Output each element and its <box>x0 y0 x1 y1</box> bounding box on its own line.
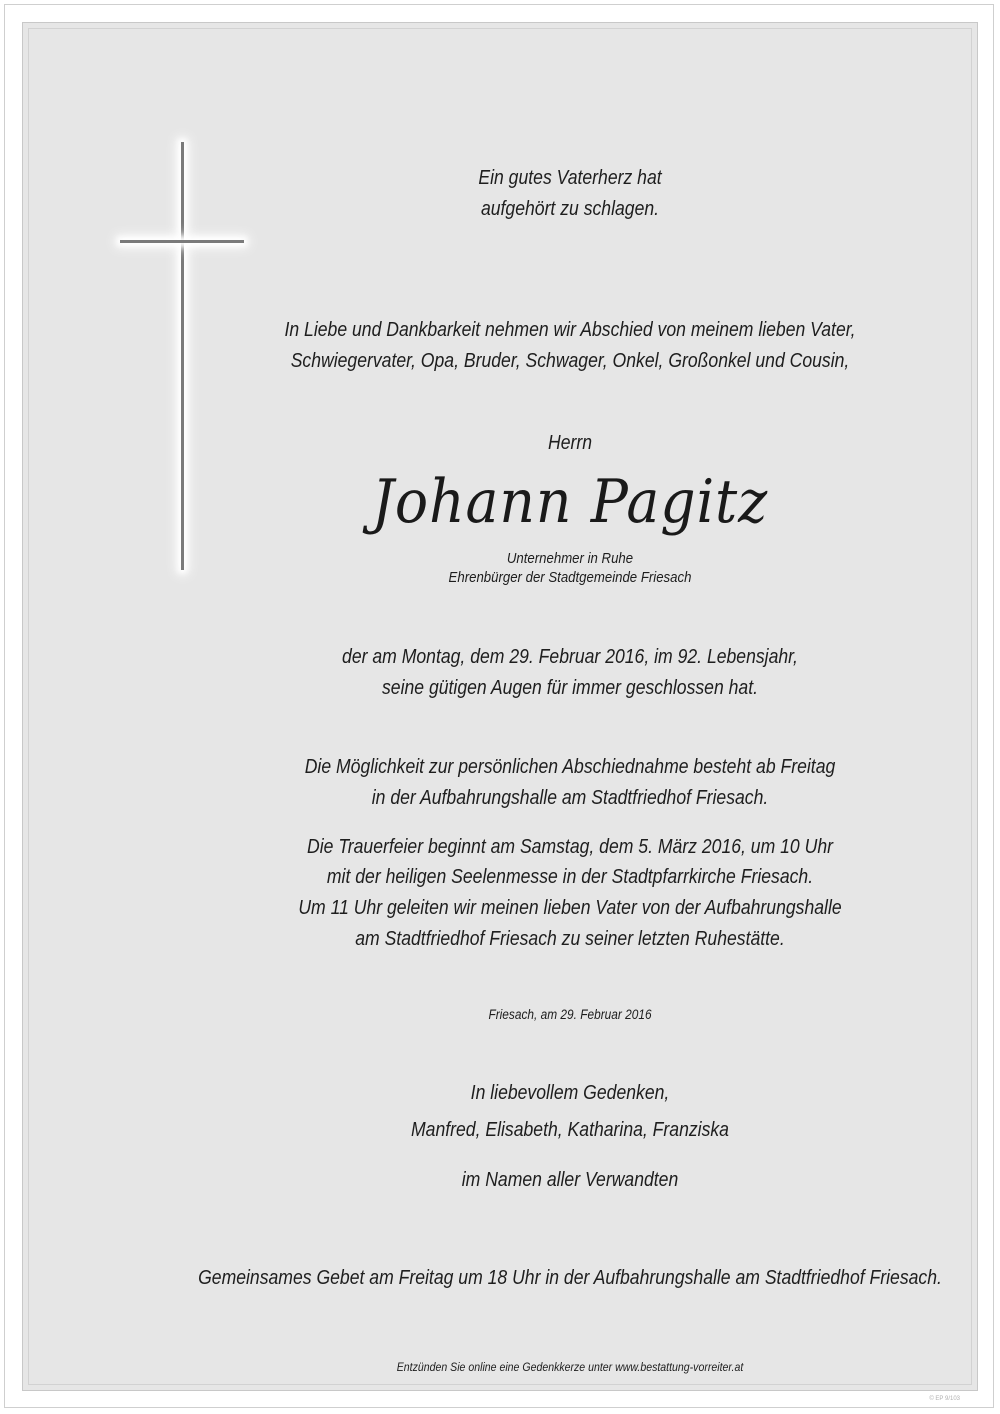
motto-line-2: aufgehört zu schlagen. <box>480 198 660 220</box>
death-notice-line-1: der am Montag, dem 29. Februar 2016, im 92. Lebensjahr, <box>342 646 798 668</box>
farewell-line-2: Schwiegervater, Opa, Bruder, Schwager, Onkel, Großonkel und Cousin, <box>290 350 850 372</box>
death-notice-line-2: seine gütigen Augen für immer geschlossen hat. <box>381 677 759 699</box>
motto-line-1: Ein gutes Vaterherz hat <box>478 167 662 189</box>
relatives-line: im Namen aller Verwandten <box>461 1169 679 1191</box>
title-line-1: Unternehmer in Ruhe <box>506 550 634 567</box>
salutation: Herrn <box>547 432 592 454</box>
cross-icon-bar <box>120 240 244 243</box>
viewing-line-2: in der Aufbahrungshalle am Stadtfriedhof Friesach. <box>371 787 769 809</box>
funeral-line-4: am Stadtfriedhof Friesach zu seiner letzten Ruhestätte. <box>355 928 785 950</box>
memory-line: In liebevollem Gedenken, <box>470 1082 670 1104</box>
viewing-line-1: Die Möglichkeit zur persönlichen Abschiednahme besteht ab Freitag <box>304 756 836 778</box>
funeral-line-2: mit der heiligen Seelenmesse in der Stadtpfarrkirche Friesach. <box>326 866 814 888</box>
place-date: Friesach, am 29. Februar 2016 <box>488 1007 652 1022</box>
mourners-line: Manfred, Elisabeth, Katharina, Franziska <box>411 1119 729 1141</box>
prayer-notice: Gemeinsames Gebet am Freitag um 18 Uhr in der Aufbahrungshalle am Stadtfriedhof Friesach. <box>198 1267 942 1289</box>
footer-note: Entzünden Sie online eine Gedenkkerze unter www.bestattung-vorreiter.at <box>396 1360 744 1374</box>
funeral-line-3: Um 11 Uhr geleiten wir meinen lieben Vater von der Aufbahrungshalle <box>298 897 842 919</box>
title-line-2: Ehrenbürger der Stadtgemeinde Friesach <box>448 569 692 586</box>
funeral-line-1: Die Trauerfeier beginnt am Samstag, dem 5. März 2016, um 10 Uhr <box>307 836 833 858</box>
copyright-mark: © EP 9/103 <box>929 1396 960 1402</box>
cross-icon <box>181 142 184 570</box>
deceased-name: Johann Pagitz <box>371 467 769 537</box>
farewell-line-1: In Liebe und Dankbarkeit nehmen wir Abschied von meinem lieben Vater, <box>284 319 856 341</box>
